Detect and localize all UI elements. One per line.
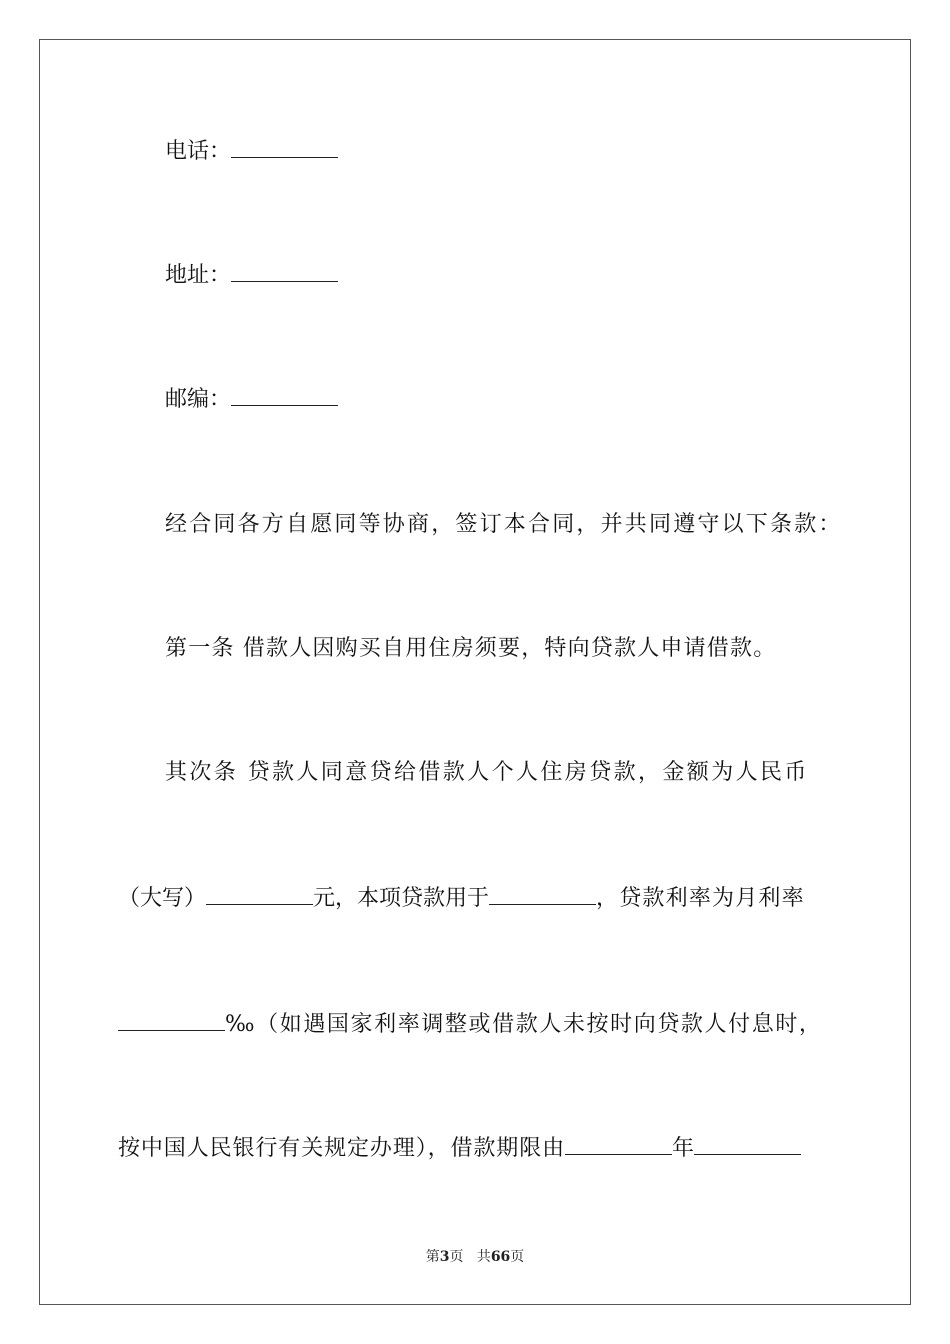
phone-blank[interactable] (231, 135, 338, 158)
amount-caps-label: （大写） (118, 886, 207, 911)
purpose-blank[interactable] (489, 882, 596, 905)
article-2-line-3 (118, 1008, 823, 1040)
footer-prefix: 第 (425, 1249, 440, 1265)
footer-page-suffix: 页 (449, 1249, 464, 1265)
article-2-line-1: 其次条 贷款人同意贷给借款人个人住房贷款，金额为人民币 (165, 760, 809, 785)
footer-total-prefix: 共 (476, 1249, 491, 1265)
intro-paragraph: 经合同各方自愿同等协商，签订本合同，并共同遵守以下条款： (165, 512, 843, 537)
page-number: 3 (439, 1249, 450, 1265)
purpose-label: 元，本项贷款用于 (313, 886, 490, 911)
rate-label: ，贷款利率为月利率 (596, 886, 805, 911)
article-1: 第一条 借款人因购买自用住房须要，特向贷款人申请借款。 (165, 636, 777, 661)
postcode-blank[interactable] (231, 383, 338, 406)
term-month-blank[interactable] (694, 1132, 801, 1155)
phone-line (165, 135, 338, 167)
footer-total-suffix: 页 (510, 1249, 525, 1265)
total-pages: 66 (490, 1249, 511, 1265)
address-label: 地址： (165, 263, 232, 288)
article-2-line-2 (118, 882, 805, 914)
year-label: 年 (672, 1136, 695, 1161)
term-label: 按中国人民银行有关规定办理），借款期限由 (118, 1136, 566, 1161)
address-line (165, 259, 338, 291)
address-blank[interactable] (231, 259, 338, 282)
postcode-line (165, 383, 338, 415)
term-year-blank[interactable] (565, 1132, 672, 1155)
rate-note: ‰（如遇国家利率调整或借款人未按时向贷款人付息时， (225, 1012, 823, 1037)
page-frame (39, 39, 911, 1305)
page-footer (0, 1247, 950, 1267)
rate-blank[interactable] (118, 1008, 225, 1031)
amount-blank[interactable] (206, 882, 313, 905)
article-2-line-4 (118, 1132, 801, 1164)
postcode-label: 邮编： (165, 387, 232, 412)
phone-label: 电话： (165, 139, 232, 164)
